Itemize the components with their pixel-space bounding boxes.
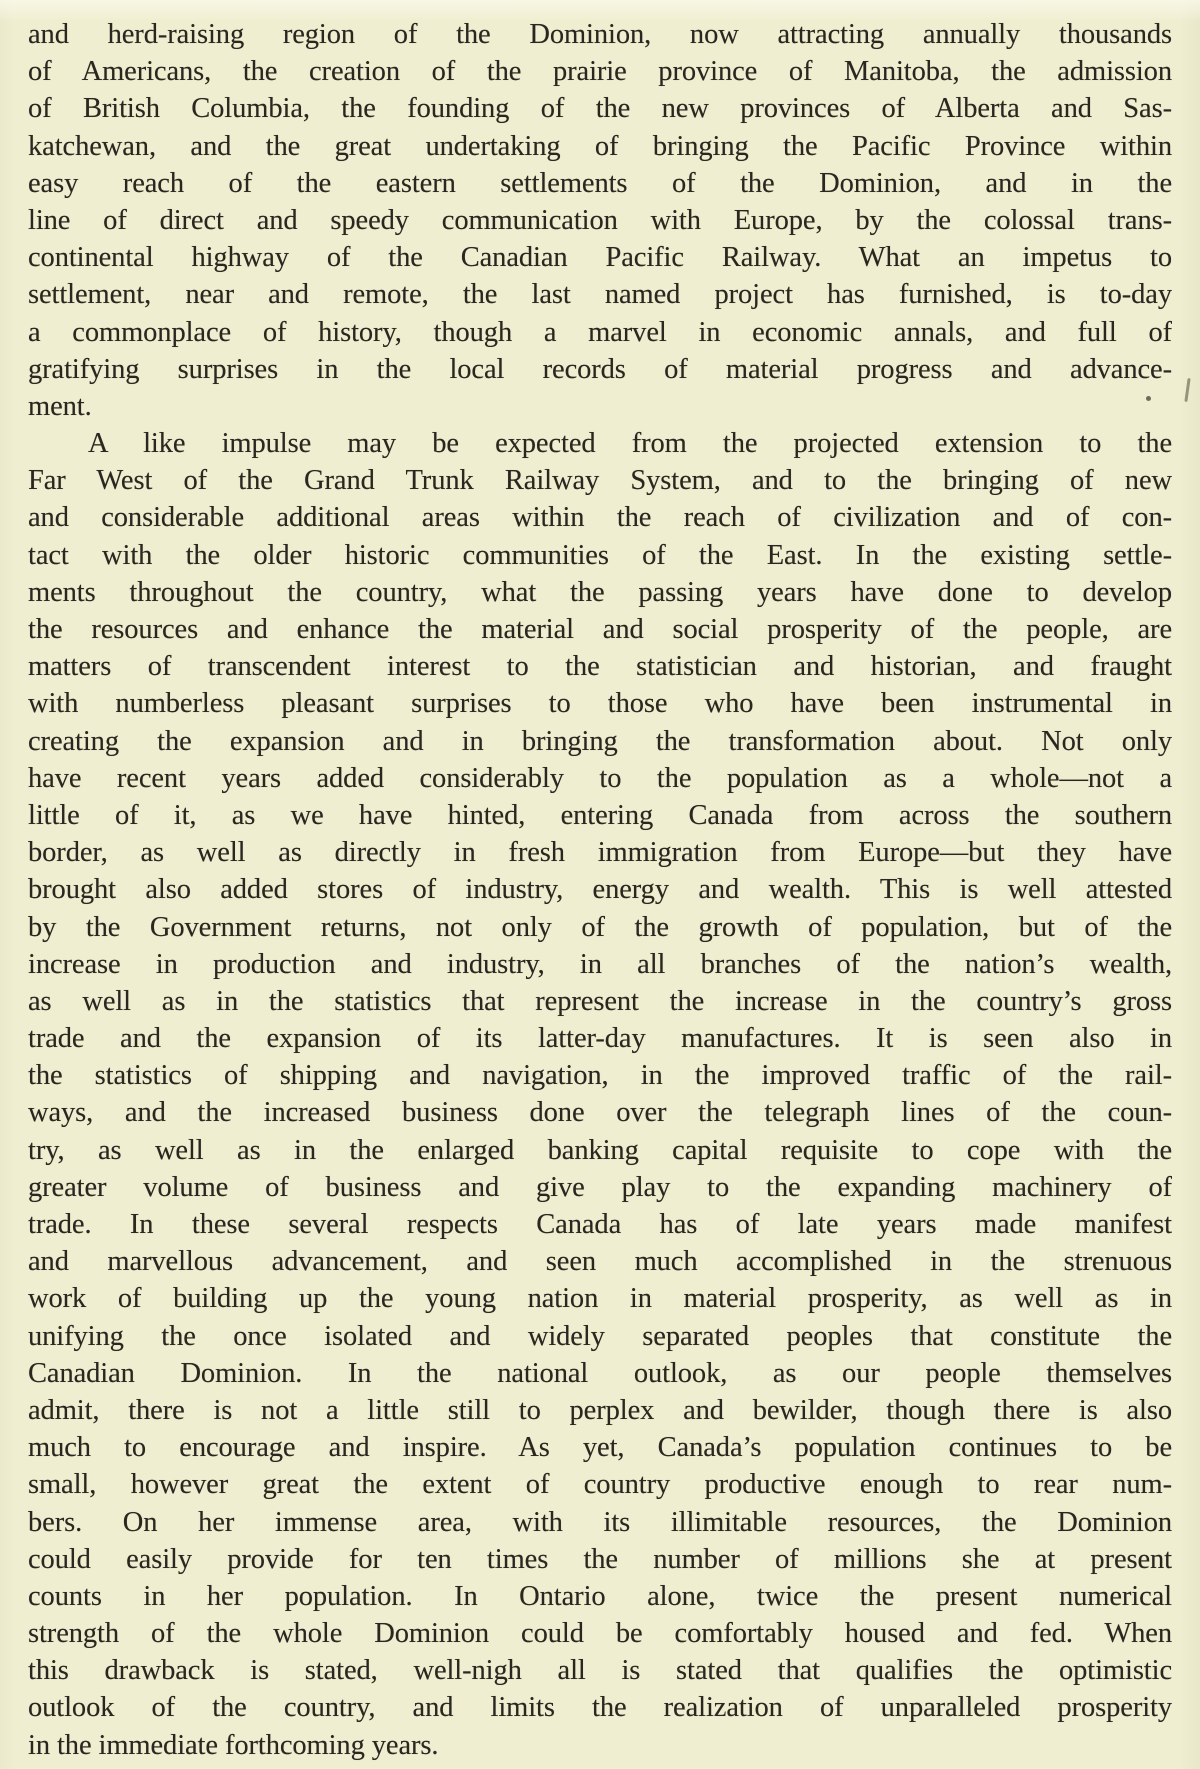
text-line: of Americans, the creation of the prairie province of Manitoba, the admission: [28, 56, 1172, 88]
text-line: unifying the once isolated and widely separated peoples that constitute the: [28, 1320, 1172, 1352]
text-line: and considerable additional areas within the reach of civilization and of con-: [28, 502, 1172, 534]
text-line: ment.: [28, 390, 92, 422]
text-line: line of direct and speedy communication with Europe, by the colossal trans-: [28, 204, 1172, 236]
text-line: brought also added stores of industry, energy and wealth. This is well attested: [28, 874, 1172, 906]
text-line: Canadian Dominion. In the national outlook, as our people themselves: [28, 1357, 1172, 1389]
text-line: continental highway of the Canadian Pacific Railway. What an impetus to: [28, 242, 1172, 274]
paragraph-1: [28, 16, 1172, 425]
text-line: a commonplace of history, though a marvel in economic annals, and full of: [28, 316, 1172, 348]
text-line: counts in her population. In Ontario alone, twice the present numerical: [28, 1580, 1172, 1612]
text-line: as well as in the statistics that represent the increase in the country’s gross: [28, 985, 1172, 1017]
text-line: Far West of the Grand Trunk Railway System, and to the bringing of new: [28, 465, 1172, 497]
text-line: A like impulse may be expected from the projected extension to the: [88, 428, 1172, 460]
text-line: the statistics of shipping and navigation, in the improved traffic of the rail-: [28, 1060, 1172, 1092]
text-line: strength of the whole Dominion could be comfortably housed and fed. When: [28, 1618, 1172, 1650]
ink-speck-1: [1146, 396, 1151, 401]
text-line: ways, and the increased business done over the telegraph lines of the coun-: [28, 1097, 1172, 1129]
text-line: ments throughout the country, what the passing years have done to develop: [28, 576, 1172, 608]
ink-speck-2: [1184, 378, 1190, 402]
text-line: admit, there is not a little still to perplex and bewilder, though there is also: [28, 1394, 1172, 1426]
text-line: katchewan, and the great undertaking of bringing the Pacific Province within: [28, 130, 1172, 162]
text-line: much to encourage and inspire. As yet, Canada’s population continues to be: [28, 1432, 1172, 1464]
text-line: and herd-raising region of the Dominion, now attracting annually thousands: [28, 19, 1172, 50]
text-line: outlook of the country, and limits the realization of unparalleled prosperity: [28, 1692, 1172, 1724]
text-line: trade. In these several respects Canada has of late years made manifest: [28, 1209, 1172, 1240]
text-line: could easily provide for ten times the number of millions she at present: [28, 1543, 1172, 1575]
text-line: by the Government returns, not only of the growth of population, but of the: [28, 911, 1172, 943]
text-line: increase in production and industry, in all branches of the nation’s wealth,: [28, 948, 1172, 980]
text-line: matters of transcendent interest to the statistician and historian, and fraught: [28, 651, 1172, 683]
text-line: creating the expansion and in bringing the transformation about. Not only: [28, 725, 1172, 757]
text-block: [28, 16, 1172, 1764]
text-line: trade and the expansion of its latter-day manufactures. It is seen also in: [28, 1023, 1172, 1055]
text-line: easy reach of the eastern settlements of the Dominion, and in the: [28, 167, 1172, 199]
text-line: small, however great the extent of country productive enough to rear num-: [28, 1469, 1172, 1501]
text-line: this drawback is stated, well-nigh all is stated that qualifies the optimistic: [28, 1655, 1172, 1687]
text-line: settlement, near and remote, the last named project has furnished, is to-day: [28, 279, 1172, 311]
text-line: of British Columbia, the founding of the new provinces of Alberta and Sas-: [28, 93, 1172, 125]
text-line: border, as well as directly in fresh immigration from Europe—but they have: [28, 837, 1172, 869]
text-line: little of it, as we have hinted, entering Canada from across the southern: [28, 799, 1172, 831]
paragraph-2: [28, 425, 1172, 1764]
text-line: with numberless pleasant surprises to those who have been instrumental in: [28, 688, 1172, 720]
text-line: work of building up the young nation in material prosperity, as well as in: [28, 1283, 1172, 1315]
text-line: try, as well as in the enlarged banking capital requisite to cope with the: [28, 1134, 1172, 1166]
text-line: in the immediate forthcoming years.: [28, 1729, 439, 1761]
text-line: the resources and enhance the material and social prosperity of the people, are: [28, 614, 1172, 645]
text-line: tact with the older historic communities of the East. In the existing settle-: [28, 539, 1172, 571]
text-line: have recent years added considerably to the population as a whole—not a: [28, 762, 1172, 794]
text-line: bers. On her immense area, with its illimitable resources, the Dominion: [28, 1506, 1172, 1538]
text-line: greater volume of business and give play to the expanding machinery of: [28, 1171, 1172, 1203]
text-line: gratifying surprises in the local records of material progress and advance-: [28, 353, 1172, 385]
text-line: and marvellous advancement, and seen much accomplished in the strenuous: [28, 1246, 1172, 1278]
